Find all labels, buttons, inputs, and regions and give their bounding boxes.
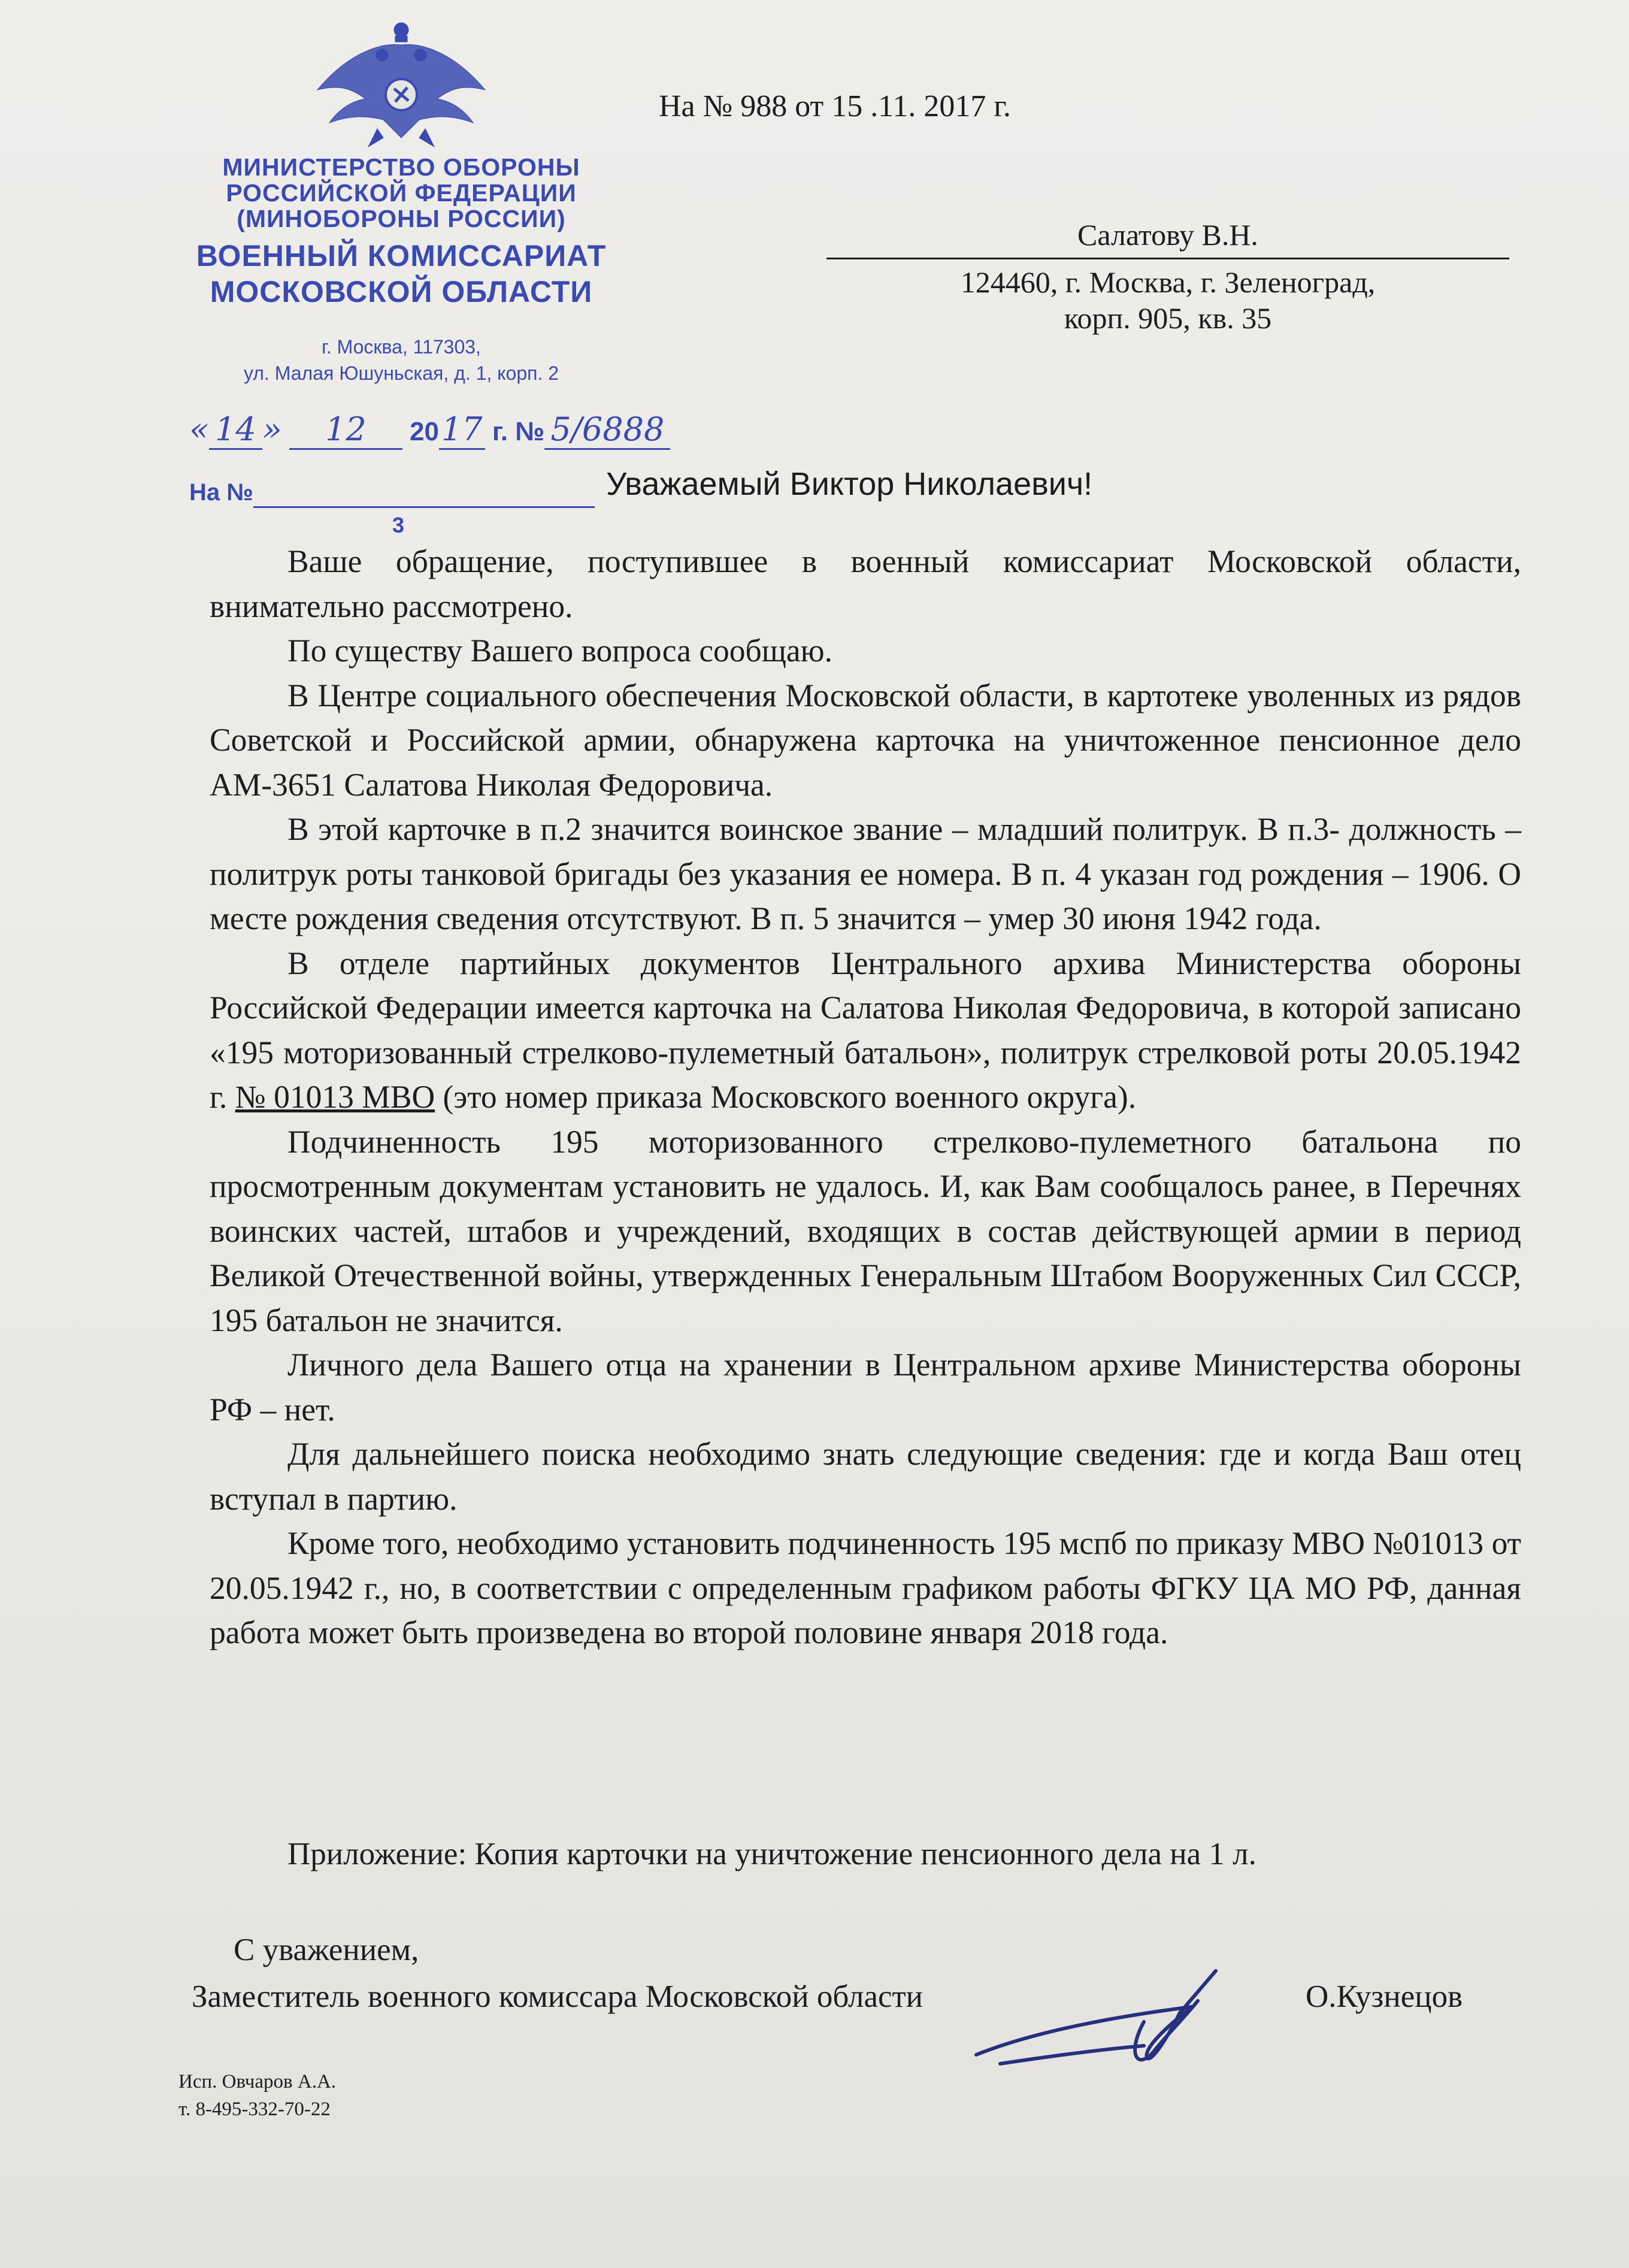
reference-line: На № 988 от 15 .11. 2017 г. <box>659 89 1011 123</box>
paragraph-7: Личного дела Вашего отца на хранении в Центральном архиве Министерства обороны РФ – нет. <box>210 1347 1521 1428</box>
stamp-office-line1: ВОЕННЫЙ КОМИССАРИАТ <box>196 239 607 273</box>
paragraph-5-part1: В отделе партийных документов Центрального архива Министерства обороны Российской Федерации имеется карточка на Салатова Николая Федоровича, в которой записано «195 моторизованный стрелково-пулеметный батальон», политрук стрелковой роты 20.05.1942 г. <box>210 945 1521 1115</box>
paragraph-2: По существу Вашего вопроса сообщаю. <box>287 633 832 669</box>
paragraph-5 <box>210 941 1521 1120</box>
outgoing-year-prefix: 20 <box>410 417 439 446</box>
executor-name: Исп. Овчаров А.А. <box>178 2071 337 2092</box>
handwritten-signature-icon <box>964 1965 1276 2079</box>
stamp-ministry-line1: МИНИСТЕРСТВО ОБОРОНЫ <box>222 153 580 181</box>
recipient-block <box>826 217 1509 336</box>
order-number-underlined: № 01013 МВО <box>235 1079 435 1115</box>
recipient-name: Салатову В.Н. <box>826 217 1509 259</box>
paragraph-1: Ваше обращение, поступившее в военный комиссариат Московской области, внимательно рассмотрено. <box>210 543 1521 624</box>
outgoing-quote-open: « <box>189 410 210 448</box>
paragraph-6: Подчиненность 195 моторизованного стрелково-пулеметного батальона по просмотренным документам установить не удалось. И, как Вам сообщалось ранее, в Перечнях воинских частей, штабов и учреждений, входящих в состав действующей армии в период Великой Отечественной войны, утвержденных Генеральным Штабом Вооруженных Сил СССР, 195 батальон не значится. <box>210 1123 1521 1338</box>
signer-title: Заместитель военного комиссара Московской области <box>192 1979 923 2014</box>
executor-phone: т. 8-495-332-70-22 <box>178 2098 331 2120</box>
stamp-ministry-line2: РОССИЙСКОЙ ФЕДЕРАЦИИ <box>226 179 577 207</box>
paragraph-4: В этой карточке в п.2 значится воинское звание – младший политрук. В п.3- должность – политрук роты танковой бригады без указания ее номера. В п. 4 указан год рождения – 1906. О месте рождения сведения отсутствуют. В п. 5 значится – умер 30 июня 1942 года. <box>210 811 1521 936</box>
outgoing-number-label: № <box>515 417 545 446</box>
recipient-address-line2: корп. 905, кв. 35 <box>1064 301 1272 335</box>
regards: С уважением, <box>234 1933 419 1967</box>
paragraph-3: В Центре социального обеспечения Московской области, в картотеке уволенных из рядов Советской и Российской армии, обнаружена карточка на уничтоженное пенсионное дело АМ-3651 Салатова Николая Федоровича. <box>210 677 1521 803</box>
letter-body <box>210 539 1521 1655</box>
stamp-ministry-line3: (МИНОБОРОНЫ РОССИИ) <box>237 205 566 232</box>
salutation: Уважаемый Виктор Николаевич! <box>606 466 1093 502</box>
stamp-address-line1: г. Москва, 117303, <box>322 336 481 358</box>
outgoing-month: 12 <box>289 410 402 450</box>
outgoing-year-mark: г. <box>492 417 508 446</box>
incoming-label: На № <box>189 479 253 506</box>
outgoing-year-suffix: 17 <box>439 410 485 450</box>
signer-name: О.Кузнецов <box>1306 1979 1463 2014</box>
outgoing-number-line <box>189 410 670 448</box>
incoming-number-line <box>189 479 595 508</box>
outgoing-quote-close: » <box>262 410 282 448</box>
recipient-address-line1: 124460, г. Москва, г. Зеленоград, <box>960 265 1376 299</box>
double-headed-eagle-icon <box>311 18 491 153</box>
paragraph-8: Для дальнейшего поиска необходимо знать следующие сведения: где и когда Ваш отец вступал в партию. <box>210 1436 1521 1517</box>
ministry-stamp <box>174 155 629 386</box>
attachment-line: Приложение: Копия карточки на уничтожение пенсионного дела на 1 л. <box>287 1837 1256 1871</box>
stamp-address-line2: ул. Малая Юшуньская, д. 1, корп. 2 <box>243 362 559 384</box>
executor-block <box>178 2068 336 2123</box>
stamp-office-line2: МОСКОВСКОЙ ОБЛАСТИ <box>210 275 593 309</box>
outgoing-number: 5/6888 <box>544 410 670 450</box>
stamp-number: 3 <box>392 513 405 537</box>
outgoing-day: 14 <box>209 410 262 450</box>
incoming-blank <box>253 479 595 508</box>
paragraph-5-part2: (это номер приказа Московского военного округа). <box>435 1079 1137 1115</box>
paragraph-9: Кроме того, необходимо установить подчиненность 195 мспб по приказу МВО №01013 от 20.05.1942 г., но, в соответствии с определенным графиком работы ФГКУ ЦА МО РФ, данная работа может быть произведена во второй половине января 2018 года. <box>210 1525 1521 1650</box>
